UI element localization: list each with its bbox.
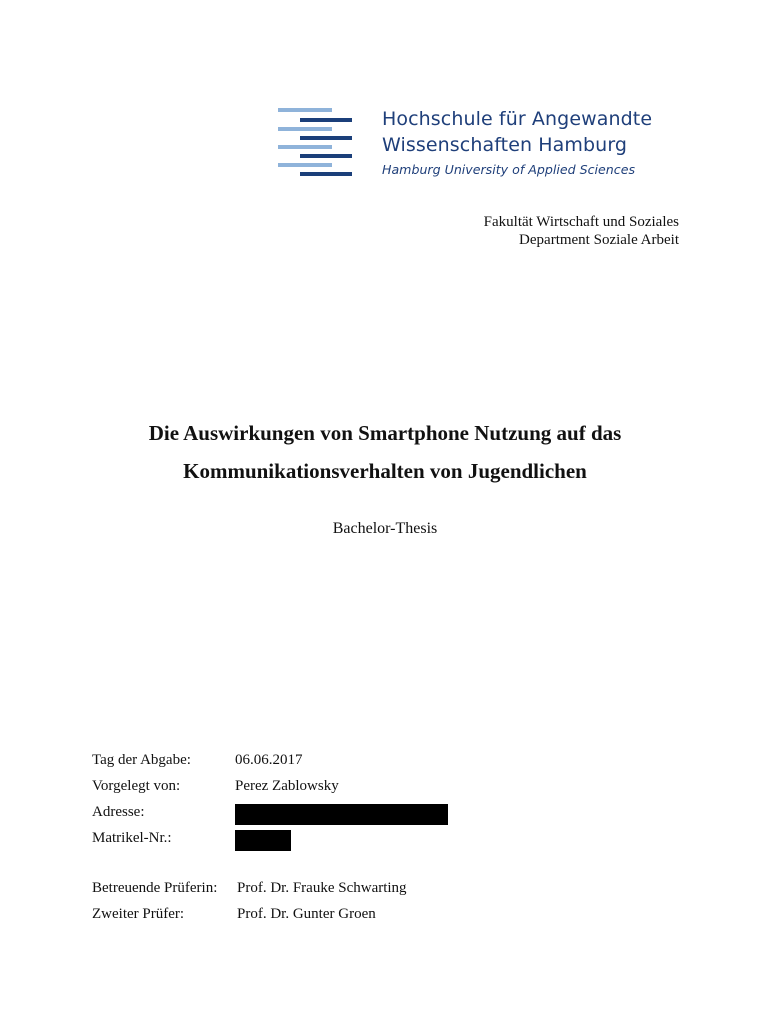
author-value: Perez Zablowsky [235,778,339,794]
submission-date-value: 06.06.2017 [235,752,303,768]
faculty-name: Fakultät Wirtschaft und Soziales [483,214,679,230]
supervisor2-label: Zweiter Prüfer: [92,906,185,922]
submission-date-label: Tag der Abgabe: [92,752,191,768]
supervisor1-label: Betreuende Prüferin: [92,880,218,896]
supervisor1-value: Prof. Dr. Frauke Schwarting [237,880,407,896]
matrikel-label: Matrikel-Nr.: [92,830,172,846]
matrikel-redaction [235,830,291,851]
faculty-block [484,213,679,249]
address-label: Adresse: [92,804,145,820]
address-redaction [235,804,448,825]
author-label: Vorgelegt von: [92,778,181,794]
university-name-english: Hamburg University of Applied Sciences [382,162,636,177]
thesis-title [0,414,770,490]
university-logo-text [382,106,652,177]
thesis-title-line1: Die Auswirkungen von Smartphone Nutzung auf das [148,421,622,445]
university-name-line2: Wissenschaften Hamburg [382,134,628,156]
thesis-title-line2: Kommunikationsverhalten von Jugendlichen [183,459,587,483]
department-name: Department Soziale Arbeit [519,232,679,248]
supervisor2-value: Prof. Dr. Gunter Groen [237,906,376,922]
thesis-type: Bachelor-Thesis [332,520,438,537]
university-name-line1: Hochschule für Angewandte [382,108,653,130]
university-logo-icon [278,108,354,180]
